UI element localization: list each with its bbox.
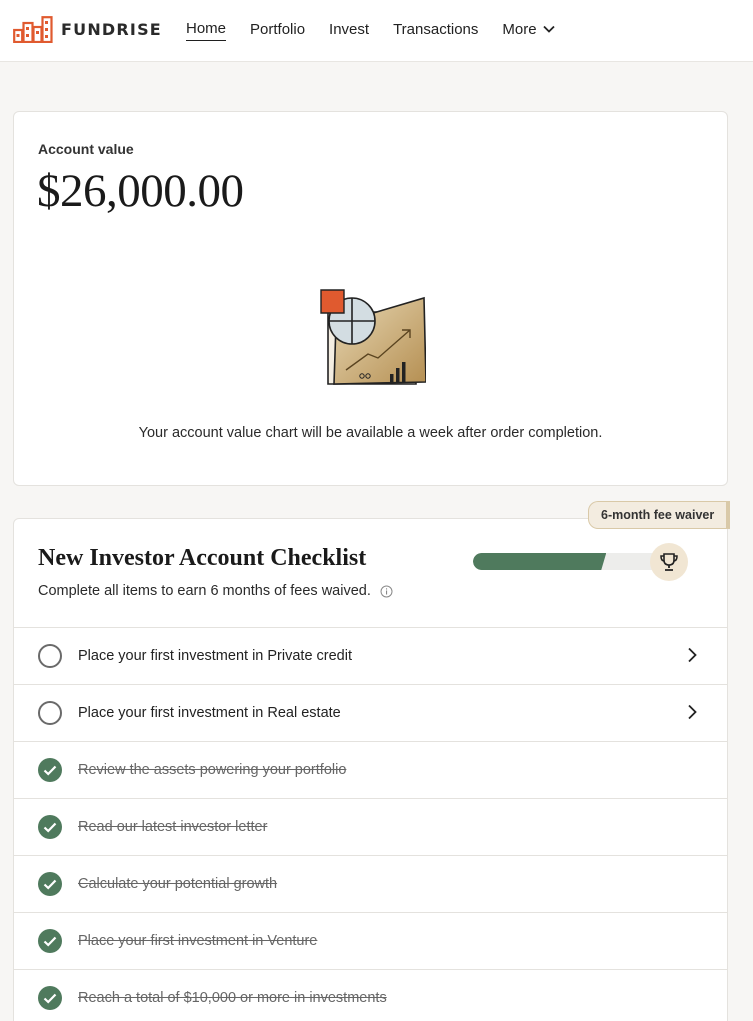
checklist-item[interactable]	[14, 684, 727, 741]
account-value-card	[13, 111, 728, 486]
checklist-subtitle-row	[38, 583, 393, 599]
top-navigation	[0, 0, 753, 62]
check-circle-icon	[38, 872, 62, 896]
nav-more-label: More	[502, 20, 537, 38]
unchecked-circle-icon	[38, 644, 62, 668]
account-value-amount: $26,000.00	[37, 165, 244, 217]
brand-name: FUNDRISE	[61, 20, 162, 39]
check-circle-icon	[38, 929, 62, 953]
main-nav	[186, 20, 579, 41]
checklist-item	[14, 855, 727, 912]
nav-transactions[interactable]: Transactions	[393, 20, 479, 38]
fundrise-logo[interactable]	[13, 16, 162, 43]
nav-portfolio[interactable]: Portfolio	[250, 20, 306, 38]
checklist-item-label: Read our latest investor letter	[78, 819, 268, 835]
chevron-down-icon	[543, 25, 555, 33]
nav-invest[interactable]: Invest	[329, 20, 370, 38]
checklist-item	[14, 741, 727, 798]
chevron-right-icon	[687, 704, 697, 725]
checklist-item-label: Place your first investment in Real estate	[78, 705, 341, 721]
checklist-subtitle: Complete all items to earn 6 months of fees waived.	[38, 583, 371, 599]
checklist-title: New Investor Account Checklist	[38, 545, 367, 571]
checklist-item-label: Review the assets powering your portfolio	[78, 762, 347, 778]
account-chart-note: Your account value chart will be available a week after order completion.	[138, 425, 603, 441]
trophy-icon	[650, 543, 688, 581]
checklist-progress-bar	[473, 553, 678, 570]
account-value-label: Account value	[38, 141, 134, 157]
checklist-item-label: Calculate your potential growth	[78, 876, 278, 892]
chevron-right-icon	[687, 647, 697, 668]
chart-placeholder-illustration	[306, 288, 426, 393]
fee-waiver-badge: 6-month fee waiver	[588, 501, 730, 529]
checklist-item	[14, 969, 727, 1021]
check-circle-icon	[38, 815, 62, 839]
info-icon[interactable]	[380, 585, 393, 598]
nav-more[interactable]	[502, 20, 554, 41]
investor-checklist-card	[13, 518, 728, 1021]
nav-home[interactable]: Home	[186, 20, 226, 41]
checklist-items	[14, 627, 727, 1021]
check-circle-icon	[38, 986, 62, 1010]
checklist-item[interactable]	[14, 627, 727, 684]
buildings-logo-icon	[13, 16, 53, 43]
check-circle-icon	[38, 758, 62, 782]
checklist-item-label: Reach a total of $10,000 or more in investments	[78, 990, 387, 1006]
checklist-item-label: Place your first investment in Private credit	[78, 648, 352, 664]
checklist-item	[14, 912, 727, 969]
checklist-item	[14, 798, 727, 855]
unchecked-circle-icon	[38, 701, 62, 725]
checklist-progress-fill	[473, 553, 606, 570]
checklist-item-label: Place your first investment in Venture	[78, 933, 318, 949]
